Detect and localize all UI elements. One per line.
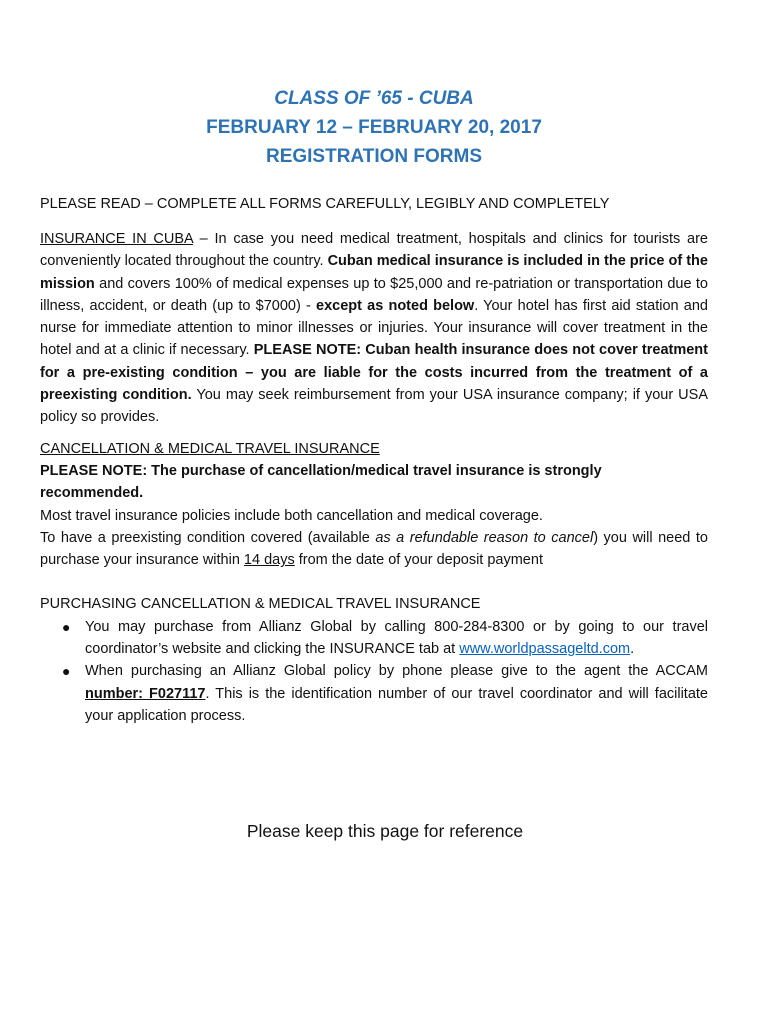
cancellation-text-2: ) you will need to purchase your insurance within — [40, 529, 708, 569]
bullet2-text-1: When purchasing an Allianz Global policy by phone please give to the agent the ACCAM — [85, 663, 708, 680]
document-header — [40, 84, 708, 171]
insurance-in-cuba-heading: INSURANCE IN CUBA — [40, 231, 193, 247]
insurance-text-3: . Your hotel has first aid station and nurse for immediate attention to minor illnesses or injuries. Your insurance will cover treatment in the hotel and at a clinic if necessary. — [40, 297, 708, 359]
bullet-icon: ● — [62, 618, 71, 635]
purchasing-heading: PURCHASING CANCELLATION & MEDICAL TRAVEL INSURANCE — [40, 596, 481, 613]
purchasing-list — [40, 616, 708, 727]
cancellation-text-1: To have a preexisting condition covered (available — [40, 529, 376, 546]
cancellation-italic: as a refundable reason to cancel — [375, 529, 594, 546]
insurance-bold-2: except as noted below — [316, 297, 475, 314]
list-item — [40, 616, 708, 661]
purchasing-section — [40, 593, 708, 727]
bullet2-text-2: . This is the identification number of our travel coordinator and will facilitate your application process. — [85, 685, 708, 724]
cancellation-note: PLEASE NOTE: The purchase of cancellation/medical travel insurance is strongly recommended. — [40, 462, 602, 502]
bullet-icon: ● — [62, 663, 71, 680]
cancellation-text-3: from the date of your deposit payment — [294, 552, 543, 569]
list-item — [40, 660, 708, 727]
trip-title: CLASS OF ’65 - CUBA — [274, 88, 474, 109]
insurance-text-1: – In case you need medical treatment, hospitals and clinics for tourists are conveniently located throughout the country. — [40, 231, 708, 270]
accam-number: number: F027117 — [85, 685, 206, 702]
insurance-bold-1: Cuban medical insurance is included in the price of the mission — [40, 253, 708, 292]
bullet1-text-1: You may purchase from Allianz Global by calling 800-284-8300 or by going to our travel coordinator’s website and clicking the INSURANCE tab at — [85, 618, 708, 658]
cancellation-line-1: Most travel insurance policies include both cancellation and medical coverage. — [40, 507, 543, 524]
bullet1-text-2: . — [630, 641, 635, 658]
cancellation-section — [40, 438, 708, 572]
forms-title: REGISTRATION FORMS — [265, 146, 483, 167]
read-instructions: PLEASE READ – COMPLETE ALL FORMS CAREFULLY, LEGIBLY AND COMPLETELY — [40, 196, 610, 212]
insurance-bold-3: PLEASE NOTE: Cuban health insurance does not cover treatment for a pre-existing condition – you are liable for the costs incurred from the treatment of a preexisting condition. — [40, 342, 708, 404]
cancellation-paragraph — [40, 527, 708, 572]
website-link[interactable]: www.worldpassageltd.com — [459, 641, 631, 658]
insurance-in-cuba-section — [40, 228, 708, 429]
cancellation-days: 14 days — [243, 552, 295, 569]
document-page — [40, 0, 708, 727]
insurance-text-2: and covers 100% of medical expenses up to $25,000 and re-patriation or transportation due to illness, accident, or death (up to $7000) - — [40, 275, 708, 314]
trip-dates: FEBRUARY 12 – FEBRUARY 20, 2017 — [206, 117, 542, 138]
cancellation-heading: CANCELLATION & MEDICAL TRAVEL INSURANCE — [40, 440, 380, 457]
keep-for-reference-note: Please keep this page for reference — [246, 821, 524, 841]
insurance-text-4: You may seek reimbursement from your USA insurance company; if your USA policy so provides. — [40, 387, 708, 426]
